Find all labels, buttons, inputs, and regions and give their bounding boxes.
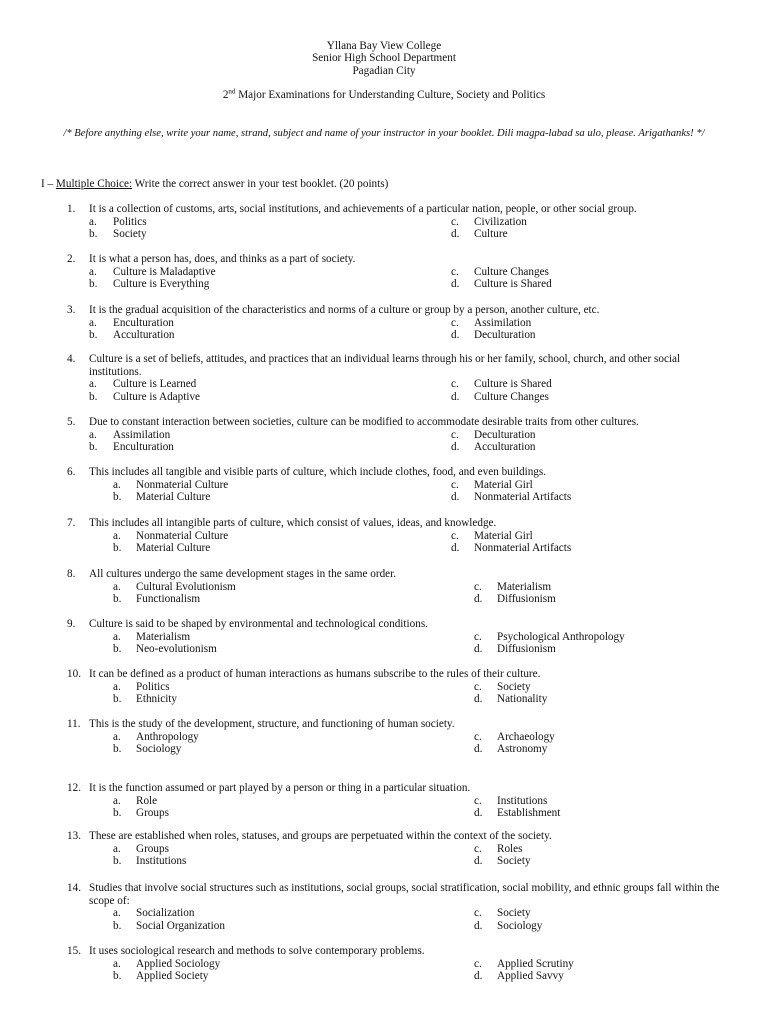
option-c: Institutions	[497, 794, 548, 807]
option-a: Politics	[136, 680, 170, 693]
option-letter-a: a.	[113, 957, 121, 970]
option-letter-b: b.	[113, 855, 122, 868]
option-d: Society	[497, 855, 531, 868]
option-letter-a: a.	[113, 478, 121, 491]
question-number: 1.	[67, 203, 76, 215]
option-letter-c: c.	[451, 478, 459, 491]
option-letter-a: a.	[89, 378, 97, 391]
option-letter-d: d.	[451, 278, 460, 291]
option-b: Acculturation	[113, 329, 175, 342]
option-d: Culture is Shared	[474, 278, 552, 291]
option-b: Ethnicity	[136, 693, 178, 706]
option-letter-a: a.	[113, 730, 121, 743]
question-number: 14.	[67, 882, 81, 894]
option-a: Nonmaterial Culture	[136, 478, 229, 491]
option-letter-b: b.	[113, 970, 122, 983]
option-letter-a: a.	[113, 842, 121, 855]
option-c: Society	[497, 907, 531, 920]
option-b: Enculturation	[113, 441, 174, 454]
option-letter-b: b.	[113, 542, 122, 555]
option-b: Institutions	[136, 855, 187, 868]
option-letter-a: a.	[113, 580, 121, 593]
question-stem: It is the gradual acquisition of the characteristics and norms of a culture or group by a person, another culture, etc.	[89, 304, 600, 316]
option-letter-d: d.	[451, 491, 460, 504]
option-letter-a: a.	[89, 215, 97, 228]
option-d: Deculturation	[474, 329, 536, 342]
option-c: Materialism	[497, 580, 552, 593]
option-a: Socialization	[136, 907, 195, 920]
option-b: Groups	[136, 807, 169, 820]
option-a: Cultural Evolutionism	[136, 580, 236, 593]
option-d: Culture	[474, 228, 508, 241]
question-number: 5.	[67, 416, 76, 428]
option-letter-d: d.	[474, 593, 483, 606]
option-letter-c: c.	[451, 316, 459, 329]
option-c: Applied Scrutiny	[497, 957, 574, 970]
question-number: 10.	[67, 668, 81, 680]
section-title: Multiple Choice:	[55, 178, 133, 190]
option-letter-c: c.	[474, 730, 482, 743]
question-number: 8.	[67, 568, 76, 580]
exam-ordinal-suffix: nd	[228, 87, 236, 96]
question-number: 7.	[67, 517, 76, 529]
question-number: 9.	[67, 618, 76, 630]
option-letter-b: b.	[89, 390, 98, 403]
option-letter-a: a.	[113, 529, 121, 542]
option-a: Groups	[136, 842, 169, 855]
option-letter-d: d.	[474, 919, 483, 932]
option-b: Applied Society	[136, 970, 209, 983]
question-stem: All cultures undergo the same development stages in the same order.	[89, 568, 397, 580]
option-letter-a: a.	[113, 630, 121, 643]
option-b: Social Organization	[136, 919, 225, 932]
option-letter-d: d.	[474, 693, 483, 706]
option-letter-b: b.	[113, 643, 122, 656]
option-c: Culture Changes	[474, 265, 549, 278]
exam-title-text: Major Examinations for Understanding Culture, Society and Politics	[235, 89, 546, 101]
option-b: Culture is Everything	[113, 278, 210, 291]
option-letter-b: b.	[89, 278, 98, 291]
option-d: Sociology	[497, 919, 543, 932]
exam-title	[0, 89, 768, 102]
department-name: Senior High School Department	[312, 52, 456, 64]
option-a: Culture is Maladaptive	[113, 265, 216, 278]
option-letter-b: b.	[113, 693, 122, 706]
option-letter-c: c.	[474, 957, 482, 970]
option-b: Material Culture	[136, 491, 211, 504]
option-c: Archaeology	[497, 730, 555, 743]
option-b: Functionalism	[136, 593, 201, 606]
option-c: Material Girl	[474, 529, 533, 542]
option-b: Culture is Adaptive	[113, 390, 201, 403]
option-letter-d: d.	[451, 228, 460, 241]
option-letter-a: a.	[113, 907, 121, 920]
city-name: Pagadian City	[352, 65, 416, 77]
option-letter-c: c.	[451, 378, 459, 391]
option-letter-d: d.	[474, 970, 483, 983]
option-letter-b: b.	[113, 919, 122, 932]
option-c: Material Girl	[474, 478, 533, 491]
option-c: Culture is Shared	[474, 378, 552, 391]
option-d: Applied Savvy	[497, 970, 564, 983]
option-a: Role	[136, 794, 158, 807]
question-stem: This includes all intangible parts of culture, which consist of values, ideas, and knowledge.	[89, 517, 497, 529]
option-a: Materialism	[136, 630, 191, 643]
option-letter-d: d.	[474, 643, 483, 656]
question-stem: It uses sociological research and methods to solve contemporary problems.	[89, 945, 425, 957]
question-stem: It is what a person has, does, and thinks as a part of society.	[89, 253, 356, 265]
option-letter-a: a.	[113, 680, 121, 693]
option-d: Nationality	[497, 693, 548, 706]
section-label: I –	[41, 178, 56, 190]
option-letter-d: d.	[474, 855, 483, 868]
option-b: Sociology	[136, 743, 182, 756]
option-letter-c: c.	[451, 215, 459, 228]
option-b: Neo-evolutionism	[136, 643, 217, 656]
option-c: Assimilation	[474, 316, 532, 329]
option-a: Applied Sociology	[136, 957, 221, 970]
option-a: Assimilation	[113, 428, 171, 441]
option-letter-c: c.	[451, 265, 459, 278]
instructions: /* Before anything else, write your name, strand, subject and name of your instructor in your booklet. Dili magpa-labad sa ulo, please. Arigathanks! */	[63, 128, 705, 139]
option-c: Psychological Anthropology	[497, 630, 625, 643]
question-stem: It can be defined as a product of human interactions as humans subscribe to the rules of their culture.	[89, 668, 541, 680]
school-name: Yllana Bay View College	[326, 40, 442, 52]
question-stem: Due to constant interaction between societies, culture can be modified to accommodate desirable traits from other cultures.	[89, 416, 639, 428]
question-stem: Culture is a set of beliefs, attitudes, and practices that an individual learns through his or her family, school, church, and other social institutions.	[89, 353, 681, 378]
option-letter-d: d.	[474, 743, 483, 756]
option-letter-c: c.	[474, 630, 482, 643]
option-letter-d: d.	[451, 390, 460, 403]
option-d: Culture Changes	[474, 390, 549, 403]
question-number: 13.	[67, 830, 81, 842]
option-letter-a: a.	[89, 428, 97, 441]
option-letter-c: c.	[474, 842, 482, 855]
question-stem: It is the function assumed or part played by a person or thing in a particular situation.	[89, 782, 471, 794]
option-letter-b: b.	[113, 743, 122, 756]
option-c: Deculturation	[474, 428, 536, 441]
question-stem: Studies that involve social structures such as institutions, social groups, social stratification, social mobility, and ethnic groups fall within the scope of:	[89, 882, 720, 907]
question-number: 4.	[67, 353, 76, 365]
option-letter-d: d.	[451, 542, 460, 555]
option-d: Acculturation	[474, 441, 536, 454]
option-a: Enculturation	[113, 316, 174, 329]
option-letter-d: d.	[451, 329, 460, 342]
option-d: Establishment	[497, 807, 561, 820]
option-c: Civilization	[474, 215, 527, 228]
option-letter-c: c.	[451, 428, 459, 441]
question-number: 12.	[67, 782, 81, 794]
option-d: Diffusionism	[497, 593, 556, 606]
option-letter-b: b.	[113, 593, 122, 606]
question-stem: It is a collection of customs, arts, social institutions, and achievements of a particular nation, people, or other social group.	[89, 203, 637, 215]
option-a: Culture is Learned	[113, 378, 197, 391]
option-letter-c: c.	[474, 794, 482, 807]
option-b: Society	[113, 228, 147, 241]
option-letter-a: a.	[89, 265, 97, 278]
option-d: Nonmaterial Artifacts	[474, 491, 572, 504]
question-number: 11.	[67, 718, 81, 730]
question-number: 2.	[67, 253, 76, 265]
option-letter-a: a.	[113, 794, 121, 807]
option-letter-b: b.	[89, 228, 98, 241]
option-letter-c: c.	[474, 680, 482, 693]
option-a: Nonmaterial Culture	[136, 529, 229, 542]
question-stem: Culture is said to be shaped by environmental and technological conditions.	[89, 618, 428, 630]
option-letter-b: b.	[89, 329, 98, 342]
option-letter-c: c.	[474, 907, 482, 920]
question-number: 6.	[67, 466, 76, 478]
option-d: Nonmaterial Artifacts	[474, 542, 572, 555]
option-letter-c: c.	[451, 529, 459, 542]
option-a: Anthropology	[136, 730, 199, 743]
option-a: Politics	[113, 215, 147, 228]
option-letter-a: a.	[89, 316, 97, 329]
option-d: Diffusionism	[497, 643, 556, 656]
option-letter-b: b.	[113, 807, 122, 820]
question-stem: These are established when roles, statuses, and groups are perpetuated within the context of the society.	[89, 830, 552, 842]
section-directions: Write the correct answer in your test booklet. (20 points)	[132, 178, 389, 190]
option-b: Material Culture	[136, 542, 211, 555]
question-number: 15.	[67, 945, 81, 957]
section-heading	[41, 178, 388, 191]
question-stem: This is the study of the development, structure, and functioning of human society.	[89, 718, 455, 730]
option-letter-b: b.	[113, 491, 122, 504]
question-number: 3.	[67, 304, 76, 316]
option-c: Roles	[497, 842, 523, 855]
option-letter-d: d.	[474, 807, 483, 820]
question-stem: This includes all tangible and visible parts of culture, which include clothes, food, and even buildings.	[89, 466, 547, 478]
exam-ordinal: 2	[222, 89, 229, 101]
option-letter-b: b.	[89, 441, 98, 454]
option-letter-c: c.	[474, 580, 482, 593]
option-d: Astronomy	[497, 743, 548, 756]
option-c: Society	[497, 680, 531, 693]
option-letter-d: d.	[451, 441, 460, 454]
